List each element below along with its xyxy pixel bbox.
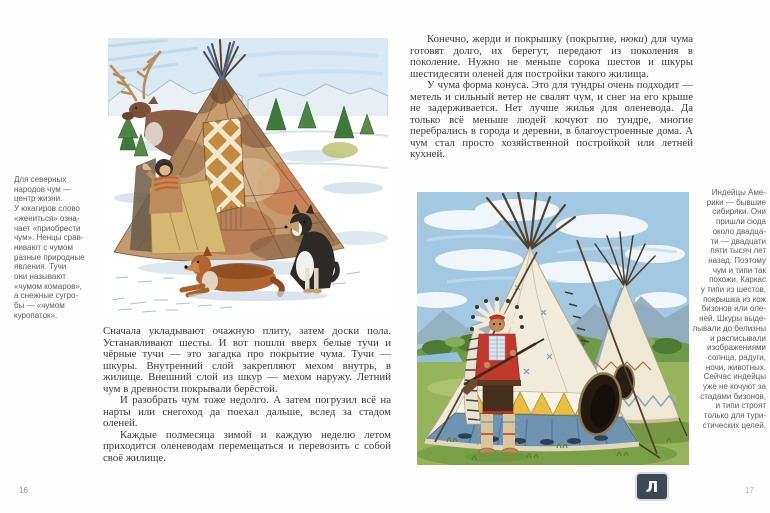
tipi-summer-illustration xyxy=(417,192,689,465)
paragraph: Каждые полмесяца зимой и каждую неделю летом приходится оленеводам перемещаться и перевозить с собой своё жилище. xyxy=(103,428,391,464)
paragraph: У чума форма конуса. Это для тундры очень подходит — метель и сильный ветер не свалят чум, и снег на его крыше не задерживается. Нет лучше жилья для оленевода. Да только всё меньше людей кочуют по тундре, многие перебрались в города и деревни, в благоустроенные дома. А чум стал просто хозяйственной постройкой или летней кухней. xyxy=(410,79,693,160)
term-italic: нюки xyxy=(620,33,644,45)
paragraph: Конечно, жерди и покрышку (покрытие, нюки) для чума готовят долго, их берегут, передают из поколения в поколение. Нужно не меньше сорока шестов и шкуры шестидесяти оленей для постройки такого жилища. xyxy=(410,33,693,80)
page-number-right: 17 xyxy=(745,486,754,495)
chum-winter-illustration xyxy=(108,38,388,315)
sidebar-note-left: Для северных народов чум — центр жизни. У юкагиров слово «жениться» озна- чает «приобрести чум». Ненцы срав- нивают с чумом разные природные явления. Тучи они называют «чумом комаров», а снежные сугро- бы — «чумом куропаток». xyxy=(14,175,85,320)
logo-letter: Л xyxy=(645,477,659,496)
labirint-logo xyxy=(637,474,667,499)
paragraph: Сначала укладывают очажную плиту, затем доски пола. Устанавливают шесты. И вот пошли вверх белые тучи и чёрные тучи — это загадка про покрытие чума. Тучи — шкуры. Внутренний слой закрепляют мехом внутрь, в жилище. Внешний слой из шкур — мехом наружу. Летний чум в древности покрывали берёстой. xyxy=(103,325,391,395)
paragraph: И разобрать чум тоже недолго. А затем погрузил всё на нарты или снегоход да поехал дальше, вслед за стадом оленей. xyxy=(103,394,391,429)
body-text-right xyxy=(410,34,693,161)
sidebar-note-right: Индейцы Аме- рики — бывшие сибиряки. Они пришли сюда около двадца- ти — двадцати пяти тысяч лет назад. Поэтому чум и типи так похожи. Каркас у типи из шестов, покрышка из кож бизонов или оле- ней. Шкуры выде- лывали до белизны и расписывали изображениями солнца, радуги, ночи, животных. Сейчас индейцы уже не кочуют за стадами бизонов, и типи строят только для тури- стических целей. xyxy=(692,188,766,430)
page-number-left: 16 xyxy=(19,486,28,495)
body-text-left xyxy=(103,326,391,464)
